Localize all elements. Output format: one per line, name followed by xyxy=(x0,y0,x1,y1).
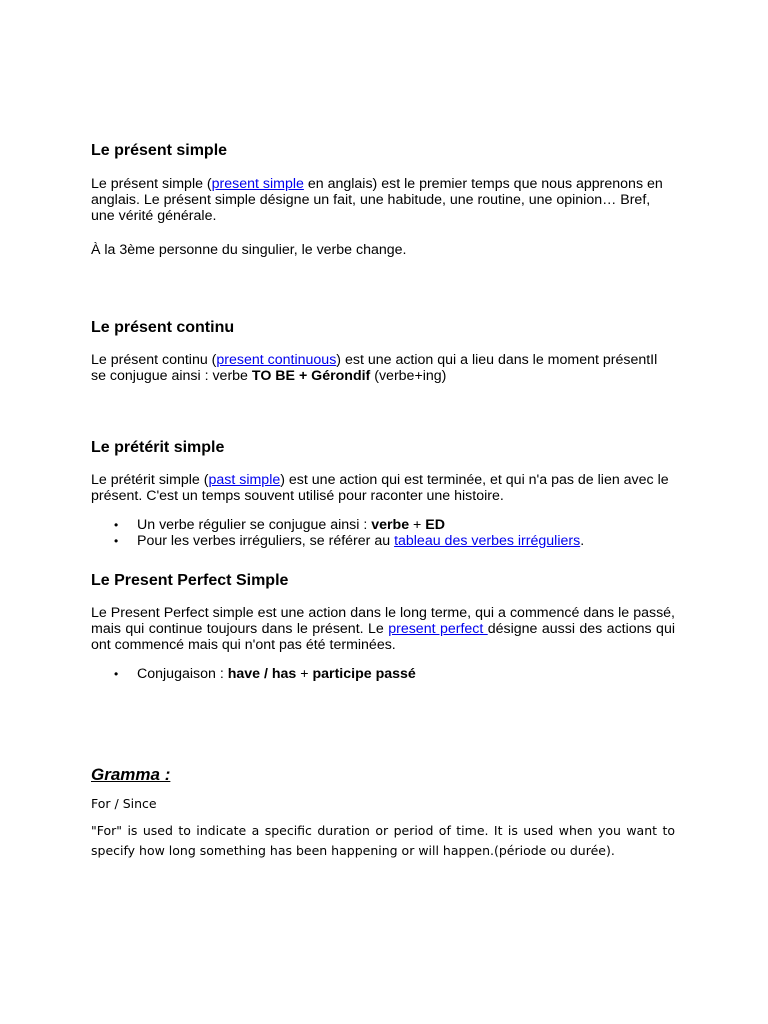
paragraph-preterit-simple: Le prétérit simple (past simple) est une action qui est terminée, et qui n'a pas de lien avec le présent. C'est un temps souvent utilisé pour raconter une histoire. xyxy=(91,472,669,505)
heading-present-continu: Le présent continu xyxy=(91,318,235,336)
subtitle-for-since: For / Since xyxy=(91,795,157,811)
link-present-continuous[interactable]: present continuous xyxy=(216,351,337,368)
heading-gramma: Gramma : xyxy=(91,764,171,784)
link-present-perfect[interactable]: present perfect xyxy=(388,621,488,638)
heading-preterit-simple: Le prétérit simple xyxy=(91,439,225,457)
list-item: • Pour les verbes irréguliers, se référer au tableau des verbes irréguliers. xyxy=(137,533,675,549)
document-content xyxy=(91,140,675,860)
list-item: • Un verbe régulier se conjugue ainsi : verbe + ED xyxy=(137,517,675,533)
link-past-simple[interactable]: past simple xyxy=(208,472,281,489)
preterit-bullet-list xyxy=(91,517,675,549)
paragraph-present-continu: Le présent continu (present continuous) est une action qui a lieu dans le moment présentIl se conjugue ainsi : verbe TO BE + Gérondif (verbe+ing) xyxy=(91,351,658,385)
paragraph-for: "For" is used to indicate a specific duration or period of time. It is used when you want to specify how long something has been happening or will happen.(période ou durée). xyxy=(91,823,675,858)
list-item: • Conjugaison : have / has + participe passé xyxy=(137,666,675,682)
present-perfect-bullet-list xyxy=(91,666,675,682)
paragraph-third-person: À la 3ème personne du singulier, le verbe change. xyxy=(91,241,407,258)
paragraph-present-simple: Le présent simple (present simple en anglais) est le premier temps que nous apprenons en anglais. Le présent simple désigne un fait, une habitude, une routine, une opinion… Bref, une vérité générale. xyxy=(91,176,663,225)
heading-present-perfect-simple: Le Present Perfect Simple xyxy=(91,572,289,590)
paragraph-present-perfect: Le Present Perfect simple est une action dans le long terme, qui a commencé dans le passé, mais qui continue toujours dans le présent. Le present perfect désigne aussi des actions qui ont commencé mais qui n'ont pas été terminées. xyxy=(91,605,675,654)
heading-present-simple: Le présent simple xyxy=(91,142,228,159)
link-tableau-verbes-irreguliers[interactable]: tableau des verbes irréguliers xyxy=(394,532,581,549)
link-present-simple[interactable]: present simple xyxy=(211,176,304,192)
